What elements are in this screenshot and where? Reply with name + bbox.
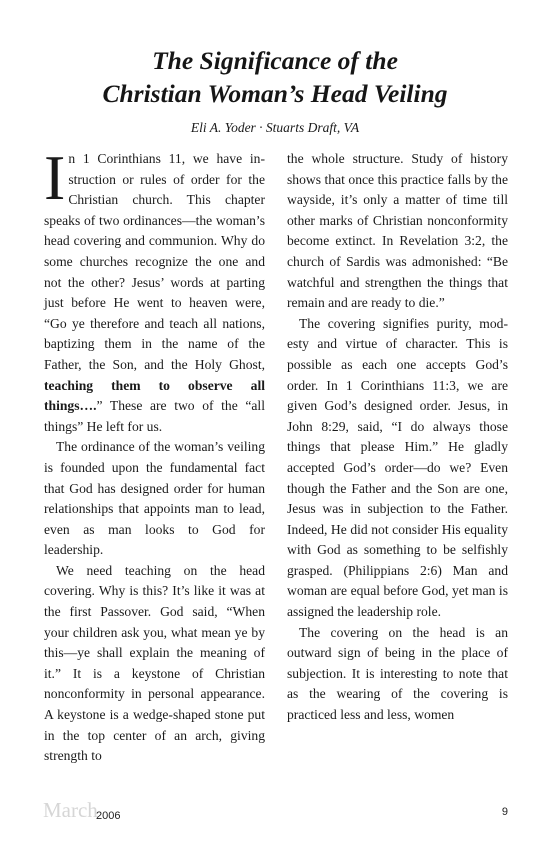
article-title-line-2: Christian Woman’s Head Veiling <box>102 79 448 108</box>
page-number: 9 <box>501 806 508 818</box>
paragraph-1-tail: ” These are two of the “all things” He left for us. <box>44 398 265 434</box>
paragraph-3: We need teaching on the head covering. Why is this? It’s like it was at the first Passover. God said, “When your children ask you, what mean ye by this—ye shall explain the meaning of it.” It is a keystone of Christian nonconformity in personal appearance. A keystone is a wedge-shaped stone put in the top center of an arch, giving strength to <box>44 562 265 764</box>
paragraph-4: The covering signifies purity, modesty and virtue of character. This is possible as each one accepts God’s order. In 1 Corinthians 11:3, we are given God’s designed order. Jesus, in John 8:29, said, “I do always those things that please Him.” He gladly accepted God’s order—do we? Even though the Father and the Son are one, Jesus was in subjection to the Father. Indeed, He did not consider His equality with God as something to be selfishly grasped. (Philippians 2:6) Man and woman are equal before God, yet man is assigned the leadership role. <box>287 315 508 620</box>
footer-month: March <box>43 798 98 822</box>
footer-year: 2006 <box>96 810 121 822</box>
paragraph-2: The ordinance of the woman’s veiling is founded upon the fundamental fact that God has designed order for human relationships that appoints man to lead, even as man looks to God for leadership. <box>44 439 265 558</box>
drop-cap: I <box>44 142 66 213</box>
left-column <box>44 142 265 767</box>
paragraph-5: The covering on the head is an outward sign of being in the place of subjection. It is interesting to note that as the wearing of the covering is practiced less and less, women <box>287 624 508 723</box>
right-column <box>287 149 508 726</box>
paragraph-3-continued: the whole structure. Study of history shows that once this practice falls by the wayside, it’s only a matter of time till other marks of Christian nonconformity become extinct. In Revelation 3:2, the church of Sardis was admonished: “Be watchful and strengthen the things that remain and are ready to die.” <box>287 151 508 311</box>
paragraph-1-bold-quote: teaching them to observe all things…. <box>44 377 265 414</box>
article-byline: Eli A. Yoder · Stuarts Draft, VA <box>190 120 360 135</box>
paragraph-1-text: n 1 Corinthians 11, we have instruction or rules of order for the Christian church. This chapter speaks of two ordinances—the woman’s head covering and communion. Why do some churches recognize the one and not the other? Jesus’ words at parting just before He went to heaven were, “Go ye therefore and teach all nations, baptizing them in the name of the Father, the Son, and the Holy Ghost, <box>44 151 265 372</box>
article-title-line-1: The Significance of the <box>152 46 398 75</box>
paragraph-1 <box>44 142 265 437</box>
article-title <box>0 44 550 110</box>
